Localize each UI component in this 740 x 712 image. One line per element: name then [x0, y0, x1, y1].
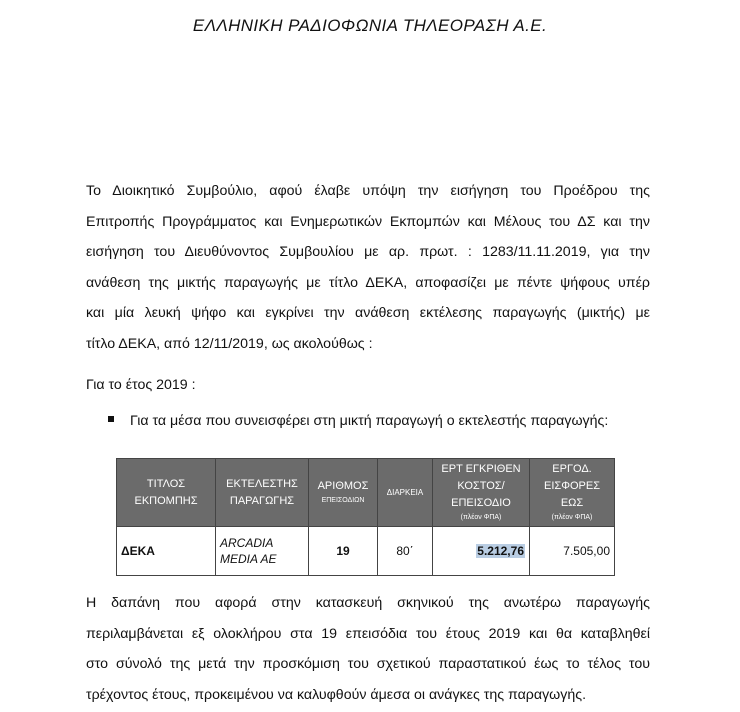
table-row — [117, 527, 615, 576]
document-header: ΕΛΛΗΝΙΚΗ ΡΑΔΙΟΦΩΝΙΑ ΤΗΛΕΟΡΑΣΗ Α.Ε. — [192, 16, 548, 35]
cell-duration: 80΄ — [378, 527, 433, 576]
paragraph-line: ανάθεση της μικτής παραγωγής με τίτλο ΔΕΚΑ, αποφασίζει με πέντε ψήφους υπέρ — [86, 274, 650, 291]
paragraph-line: περιλαμβάνεται εξ ολοκλήρου στα 19 επεισόδια του έτους 2019 και θα καταβληθεί — [86, 625, 650, 642]
cost-value: 5.212,76 — [477, 544, 524, 558]
bullet-square-icon — [108, 416, 114, 422]
paragraph-line: Επιτροπής Προγράμματος και Ενημερωτικών Εκπομπών και Μέλους του ΔΣ και την — [86, 213, 650, 230]
header-title: ΤΙΤΛΟΣ ΕΚΠΟΜΠΗΣ — [117, 459, 216, 527]
header-producer: ΕΚΤΕΛΕΣΤΗΣ ΠΑΡΑΓΩΓΗΣ — [216, 459, 309, 527]
paragraph-line: τίτλο ΔΕΚΑ, από 12/11/2019, ως ακολούθως : — [86, 335, 373, 352]
paragraph-line: εισήγηση του Διευθύνοντος Συμβουλίου με αρ. πρωτ. : 1283/11.11.2019, για την — [86, 244, 650, 261]
header-cost: ΕΡΤ ΕΓΚΡΙΘΕΝ ΚΟΣΤΟΣ/ ΕΠΕΙΣΟΔΙΟ (πλέον ΦΠΑ) — [433, 459, 530, 527]
bullet-item — [108, 413, 608, 429]
year-label: Για το έτος 2019 : — [86, 377, 196, 393]
cell-producer: ARCADIA MEDIA AE — [216, 527, 309, 576]
header-episodes: ΑΡΙΘΜΟΣ ΕΠΕΙΣΟΔΙΩΝ — [309, 459, 378, 527]
decision-paragraph — [86, 176, 650, 360]
cell-cost — [433, 527, 530, 576]
header-contribution: ΕΡΓΟΔ. ΕΙΣΦΟΡΕΣ ΕΩΣ (πλέον ΦΠΑ) — [530, 459, 615, 527]
cell-episodes: 19 — [309, 527, 378, 576]
header-duration: ΔΙΑΡΚΕΙΑ — [378, 459, 433, 527]
bullet-text: Για τα μέσα που συνεισφέρει στη μικτή παραγωγή ο εκτελεστής παραγωγής: — [130, 413, 609, 429]
table-header-row — [117, 459, 615, 527]
cell-title: ΔΕΚΑ — [117, 527, 216, 576]
paragraph-line: και μία λευκή ψήφο και εγκρίνει την ανάθεση εκτέλεσης παραγωγής (μικτής) με — [86, 305, 650, 322]
production-table — [116, 458, 615, 576]
closing-paragraph — [86, 588, 650, 710]
paragraph-line: στο σύνολό της μετά την προσκόμιση του σχετικού παραστατικού έως το τέλος του — [86, 656, 650, 673]
cell-contribution: 7.505,00 — [530, 527, 615, 576]
paragraph-line: τρέχοντος έτους, προκειμένου να καλυφθούν άμεσα οι ανάγκες της παραγωγής. — [86, 686, 587, 703]
paragraph-line: Η δαπάνη που αφορά στην κατασκευή σκηνικού της ανωτέρω παραγωγής — [86, 595, 650, 611]
paragraph-line: Το Διοικητικό Συμβούλιο, αφού έλαβε υπόψη την εισήγηση του Προέδρου της — [86, 183, 650, 199]
